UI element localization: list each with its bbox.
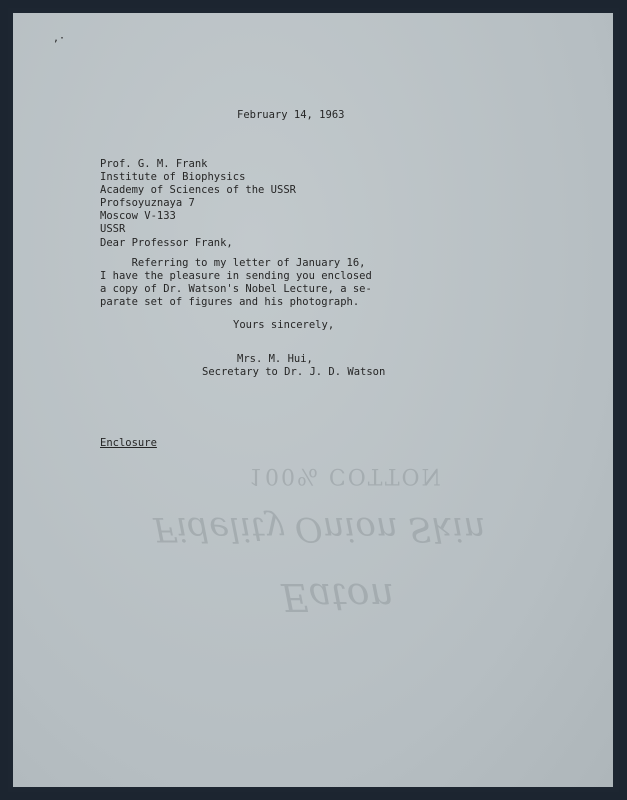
address-line: Prof. G. M. Frank: [100, 158, 208, 170]
body-line: parate set of figures and his photograph.: [100, 296, 360, 308]
salutation: Dear Professor Frank,: [100, 237, 233, 249]
address-line: Institute of Biophysics: [100, 171, 246, 183]
signature-line: Mrs. M. Hui,: [237, 353, 313, 365]
body-line: I have the pleasure in sending you enclosed: [100, 270, 372, 282]
watermark: [13, 13, 613, 787]
body-line: Referring to my letter of January 16,: [100, 257, 366, 269]
enclosure-label: Enclosure: [100, 437, 157, 449]
watermark-line-2: Fidelity Onion Skin: [153, 509, 486, 549]
signature-line: Secretary to Dr. J. D. Watson: [202, 366, 386, 378]
closing: Yours sincerely,: [233, 319, 335, 331]
watermark-line-3: Eaton: [281, 575, 395, 619]
address-line: Moscow V-133: [100, 210, 176, 222]
body-line: a copy of Dr. Watson's Nobel Lecture, a se-: [100, 283, 372, 295]
watermark-line-1: 100% COTTON: [249, 463, 443, 488]
ink-speck: ,·: [53, 33, 66, 44]
letter-date: February 14, 1963: [237, 109, 345, 121]
address-line: USSR: [100, 223, 126, 235]
address-line: Profsoyuznaya 7: [100, 197, 195, 209]
address-line: Academy of Sciences of the USSR: [100, 184, 296, 196]
letter-page: [13, 13, 613, 787]
